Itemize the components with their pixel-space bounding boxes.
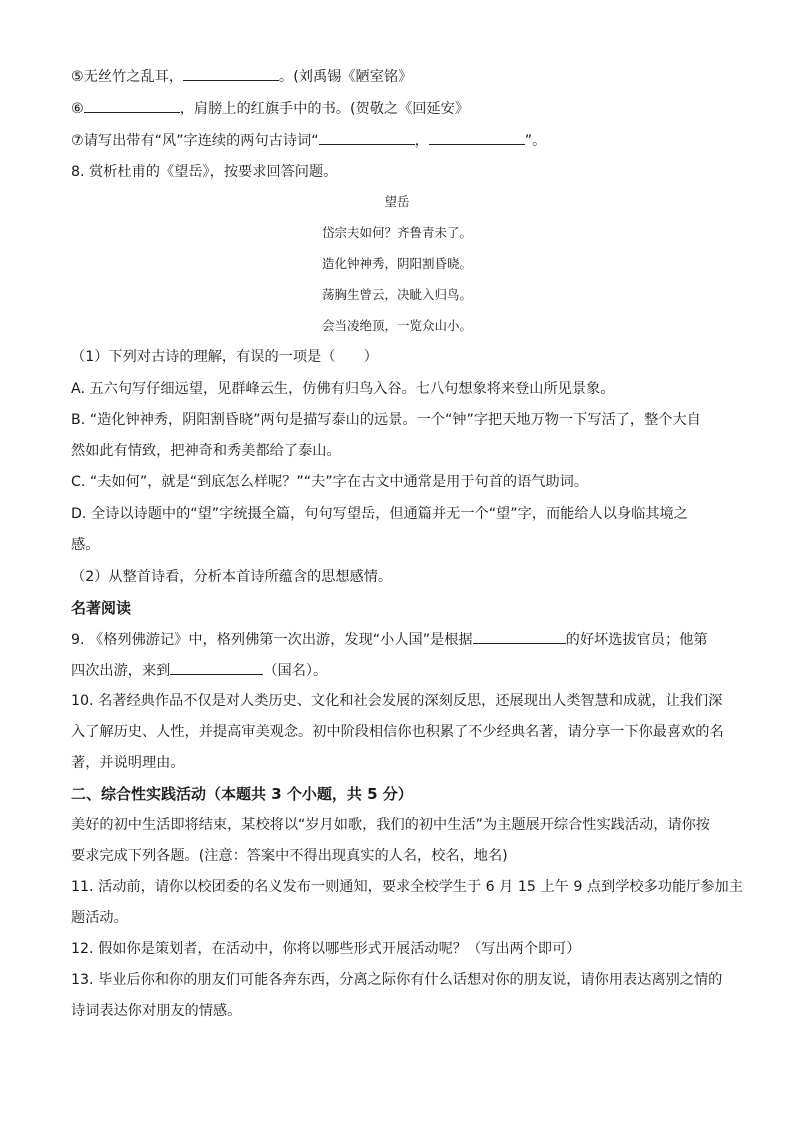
answer-blank[interactable] xyxy=(473,629,566,644)
section2-intro-line-1: 美好的初中生活即将结束，某校将以“岁月如歌，我们的初中生活”为主题展开综合性实践活动，请你按 xyxy=(71,817,710,833)
q11-line-1: 11. 活动前，请你以校团委的名义发布一则通知，要求全校学生于 6 月 15 上午 9 点到学校多功能厅参加主 xyxy=(71,879,743,895)
poem-title: 望岳 xyxy=(384,194,410,209)
q9-line-1 xyxy=(71,629,708,650)
q13-line-2: 诗词表达你对朋友的情感。 xyxy=(71,1003,242,1019)
q7-item-5-after: 。(刘禹锡《陋室铭》 xyxy=(279,69,413,85)
q9-line-2-after: （国名）。 xyxy=(263,663,328,679)
answer-blank[interactable] xyxy=(319,130,415,145)
q8-sub-question-1: （1）下列对古诗的理解，有误的一项是（ ） xyxy=(71,349,378,365)
q8-option-b-line-2: 然如此有情致，把神奇和秀美都给了泰山。 xyxy=(71,443,341,459)
poem-line-2: 造化钟神秀，阴阳割昏晓。 xyxy=(321,256,472,271)
q8-stem: 8. 赏析杜甫的《望岳》，按要求回答问题。 xyxy=(71,164,338,180)
q8-option-b-line-1: B. “造化钟神秀，阴阳割昏晓”两句是描写泰山的远景。一个“钟”字把天地万物一下写活了，整个大自 xyxy=(71,412,701,428)
q7-item-6-after: ，肩膀上的红旗手中的书。(贺敬之《回延安》 xyxy=(179,101,470,117)
q7-item-7-mid: ， xyxy=(414,133,429,149)
answer-blank[interactable] xyxy=(183,66,279,81)
answer-blank[interactable] xyxy=(429,130,525,145)
q8-option-d-line-2: 感。 xyxy=(71,537,100,553)
q10-line-2: 入了解历史、人性，并提高审美观念。初中阶段相信你也积累了不少经典名著，请分享一下你最喜欢的名 xyxy=(71,724,724,740)
q7-item-6-before: ⑥ xyxy=(71,101,84,117)
q7-item-7-before: ⑦请写出带有“风”字连续的两句古诗词“ xyxy=(71,133,319,149)
q8-option-c: C. “夫如何”，就是“到底怎么样呢？”“夫”字在古文中通常是用于句首的语气助词。 xyxy=(71,474,589,490)
poem-line-4: 会当凌绝顶，一览众山小。 xyxy=(321,318,472,333)
q9-line-2 xyxy=(71,660,327,681)
q11-line-2: 题活动。 xyxy=(71,910,128,926)
q9-line-1-before: 9. 《格列佛游记》中，格列佛第一次出游，发现“小人国”是根据 xyxy=(71,632,473,648)
q10-line-3: 著，并说明理由。 xyxy=(71,755,185,771)
q9-line-1-after: 的好坏选拔官员；他第 xyxy=(565,632,708,648)
poem-line-3: 荡胸生曾云，决眦入归鸟。 xyxy=(321,287,472,302)
q8-option-d-line-1: D. 全诗以诗题中的“望”字统摄全篇，句句写望岳，但通篇并无一个“望”字，而能给人以身临其境之 xyxy=(71,506,688,522)
q12: 12. 假如你是策划者，在活动中，你将以哪些形式开展活动呢？（写出两个即可） xyxy=(71,941,581,957)
q8-sub-question-2: （2）从整首诗看，分析本首诗所蕴含的思想感情。 xyxy=(71,569,393,585)
q7-item-7-after: ”。 xyxy=(524,133,547,149)
q10-line-1: 10. 名著经典作品不仅是对人类历史、文化和社会发展的深刻反思，还展现出人类智慧和成就，让我们深 xyxy=(71,693,723,709)
section-heading-practice: 二、综合性实践活动（本题共 3 个小题，共 5 分） xyxy=(71,785,413,803)
q13-line-1: 13. 毕业后你和你的朋友们可能各奔东西，分离之际你有什么话想对你的朋友说，请你用表达离别之情的 xyxy=(71,972,723,988)
answer-blank[interactable] xyxy=(170,660,263,675)
poem-line-1: 岱宗夫如何？齐鲁青未了。 xyxy=(321,225,472,240)
section-heading-reading: 名著阅读 xyxy=(71,599,132,617)
section2-intro-line-2: 要求完成下列各题。(注意：答案中不得出现真实的人名，校名，地名) xyxy=(71,848,508,864)
q7-item-7 xyxy=(71,130,546,151)
q7-item-5 xyxy=(71,66,412,87)
q9-line-2-before: 四次出游，来到 xyxy=(71,663,171,679)
q7-item-6 xyxy=(71,98,469,119)
answer-blank[interactable] xyxy=(84,98,180,113)
q8-option-a: A. 五六句写仔细远望，见群峰云生，仿佛有归鸟入谷。七八句想象将来登山所见景象。 xyxy=(71,381,615,397)
q7-item-5-before: ⑤无丝竹之乱耳， xyxy=(71,69,184,85)
